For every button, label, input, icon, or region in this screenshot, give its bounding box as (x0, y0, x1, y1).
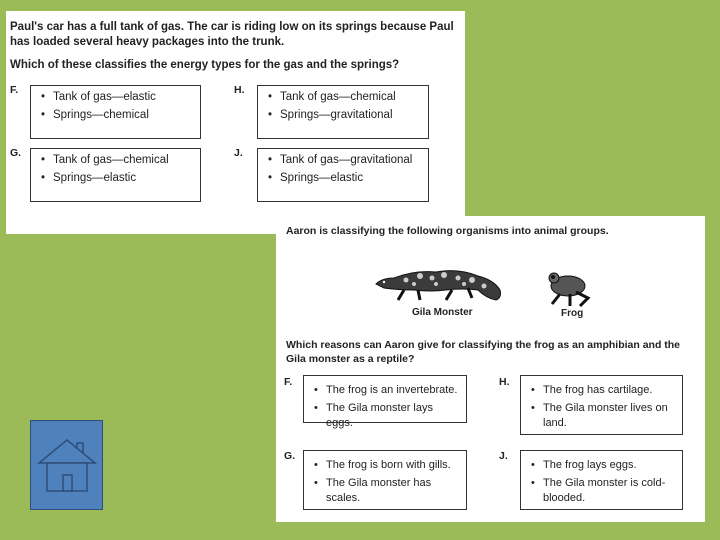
option-line: • Springs—chemical (41, 108, 194, 123)
home-icon (37, 437, 97, 493)
option-letter-g: G. (10, 147, 22, 159)
gila-monster-caption: Gila Monster (412, 307, 473, 318)
option-g-box[interactable] (303, 450, 467, 510)
frog-drawing (540, 264, 596, 308)
option-letter-f: F. (284, 376, 293, 388)
option-h-box[interactable] (520, 375, 683, 435)
option-line: • Springs—elastic (268, 171, 422, 186)
option-line: • The Gila monster has scales. (314, 476, 460, 506)
option-line: • Tank of gas—chemical (41, 153, 194, 168)
option-letter-j: J. (499, 450, 508, 462)
question-prompt: Which reasons can Aaron give for classifying the frog as an amphibian and the Gila monster as a reptile? (286, 339, 681, 365)
option-line: • Tank of gas—elastic (41, 90, 194, 105)
question-text: Paul's car has a full tank of gas. The car is riding low on its springs because Paul has loaded several heavy packages into the trunk. (10, 21, 454, 48)
question-card-animal-groups (276, 216, 705, 522)
option-line: • The frog has cartilage. (531, 383, 676, 398)
option-line: • The Gila monster lives on land. (531, 401, 676, 431)
option-f-box[interactable] (30, 85, 201, 139)
option-h-box[interactable] (257, 85, 429, 139)
option-j-box[interactable] (257, 148, 429, 202)
option-line: • The frog is born with gills. (314, 458, 460, 473)
option-line: • Tank of gas—chemical (268, 90, 422, 105)
option-letter-g: G. (284, 450, 296, 462)
home-button[interactable] (30, 420, 103, 510)
question-prompt: Which of these classifies the energy types for the gas and the springs? (10, 59, 400, 71)
option-line: • Springs—gravitational (268, 108, 422, 123)
option-line: • Tank of gas—gravitational (268, 153, 422, 168)
option-letter-h: H. (234, 84, 245, 96)
option-line: • Springs—elastic (41, 171, 194, 186)
option-f-box[interactable] (303, 375, 467, 429)
frog-caption: Frog (561, 308, 584, 319)
option-j-box[interactable] (520, 450, 683, 510)
option-g-box[interactable] (30, 148, 201, 202)
option-letter-j: J. (234, 147, 243, 159)
question-card-gas-springs (6, 11, 465, 234)
option-line: • The Gila monster is cold-blooded. (531, 476, 676, 506)
option-line: • The frog lays eggs. (531, 458, 676, 473)
option-line: • The Gila monster lays eggs. (314, 401, 460, 431)
option-letter-h: H. (499, 376, 510, 388)
question-text: Aaron is classifying the following organisms into animal groups. (286, 225, 609, 237)
option-letter-f: F. (10, 84, 19, 96)
gila-monster-drawing (374, 256, 504, 304)
option-line: • The frog is an invertebrate. (314, 383, 460, 398)
